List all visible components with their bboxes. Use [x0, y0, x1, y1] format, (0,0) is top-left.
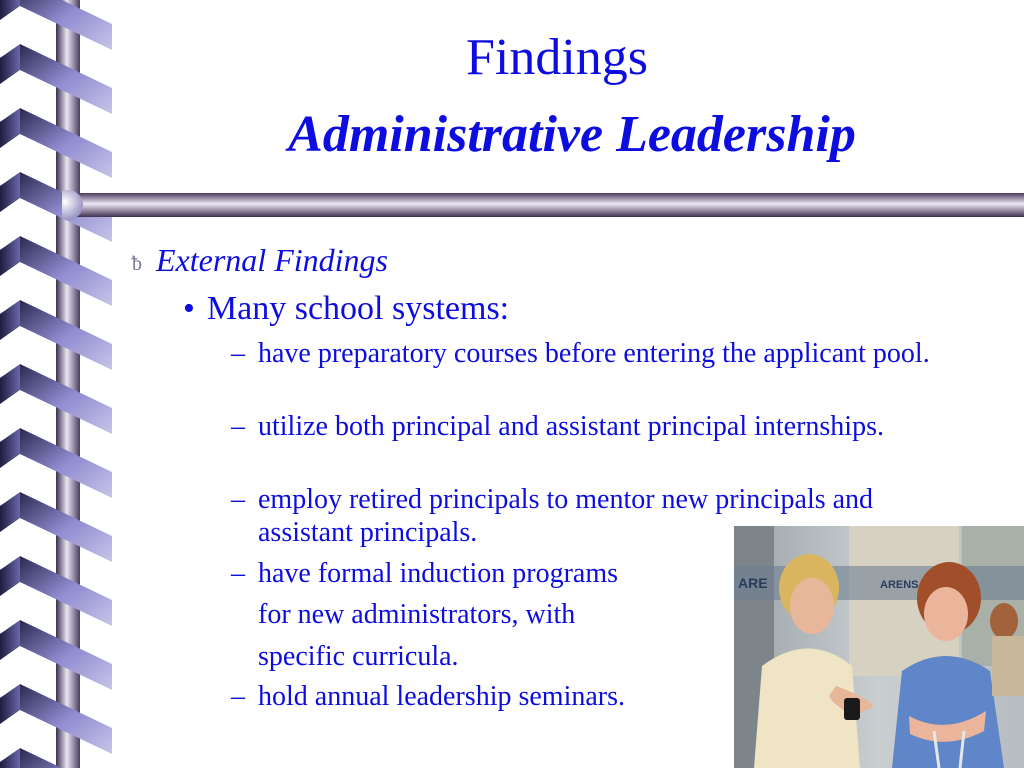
ribbon-back-segment: [0, 172, 20, 212]
list-item-text: specific curricula.: [258, 641, 459, 672]
list-item-text: employ retired principals to mentor new principals and assistant principals.: [258, 484, 874, 548]
ribbon-back-segment: [0, 364, 20, 404]
dash-bullet: –: [231, 484, 245, 515]
ribbon-back-segment: [0, 300, 20, 340]
heading-text: External Findings: [156, 242, 388, 278]
horizontal-divider-bar: [62, 190, 1024, 220]
dash-bullet: –: [231, 681, 245, 712]
ribbon-back-segment: [0, 556, 20, 596]
ribbon-back-segment: [0, 236, 20, 276]
round-bullet: •: [183, 290, 195, 327]
slide-title: Findings: [465, 29, 649, 86]
dash-bullet: –: [231, 558, 245, 589]
slide-subtitle: Administrative Leadership: [288, 106, 856, 163]
ribbon-back-segment: [0, 108, 20, 148]
list-item: [231, 410, 971, 443]
list-item-text: have preparatory courses before entering the applicant pool.: [258, 338, 930, 369]
ribbon-back-segment: [0, 428, 20, 468]
dash-bullet: –: [231, 411, 245, 442]
heading-bullet-row: [132, 242, 388, 279]
ribbon-back-segment: [0, 492, 20, 532]
ribbon-back-segment: [0, 684, 20, 724]
list-item-text: for new administrators, with: [258, 599, 576, 630]
list-item: [231, 337, 971, 370]
photo-two-women-talking: [734, 526, 1024, 768]
list-item-text: have formal induction programs: [258, 558, 619, 589]
spiral-ribbon-decoration: [0, 0, 115, 768]
ribbon-back-segment: [0, 620, 20, 660]
subheading-text: Many school systems:: [206, 290, 510, 327]
list-item-text: hold annual leadership seminars.: [258, 681, 626, 712]
ribbon-back-segment: [0, 0, 20, 20]
curled-bullet-icon: ᵬ: [132, 251, 142, 276]
sign-text-2: ARENS: [880, 579, 919, 591]
subheading-bullet-row: [183, 290, 509, 328]
sign-text: ARE: [738, 575, 768, 591]
ribbon-back-segment: [0, 44, 20, 84]
ribbon-back-segment: [0, 748, 20, 768]
dash-bullet: –: [231, 338, 245, 369]
list-item-text: utilize both principal and assistant principal internships.: [258, 411, 884, 442]
